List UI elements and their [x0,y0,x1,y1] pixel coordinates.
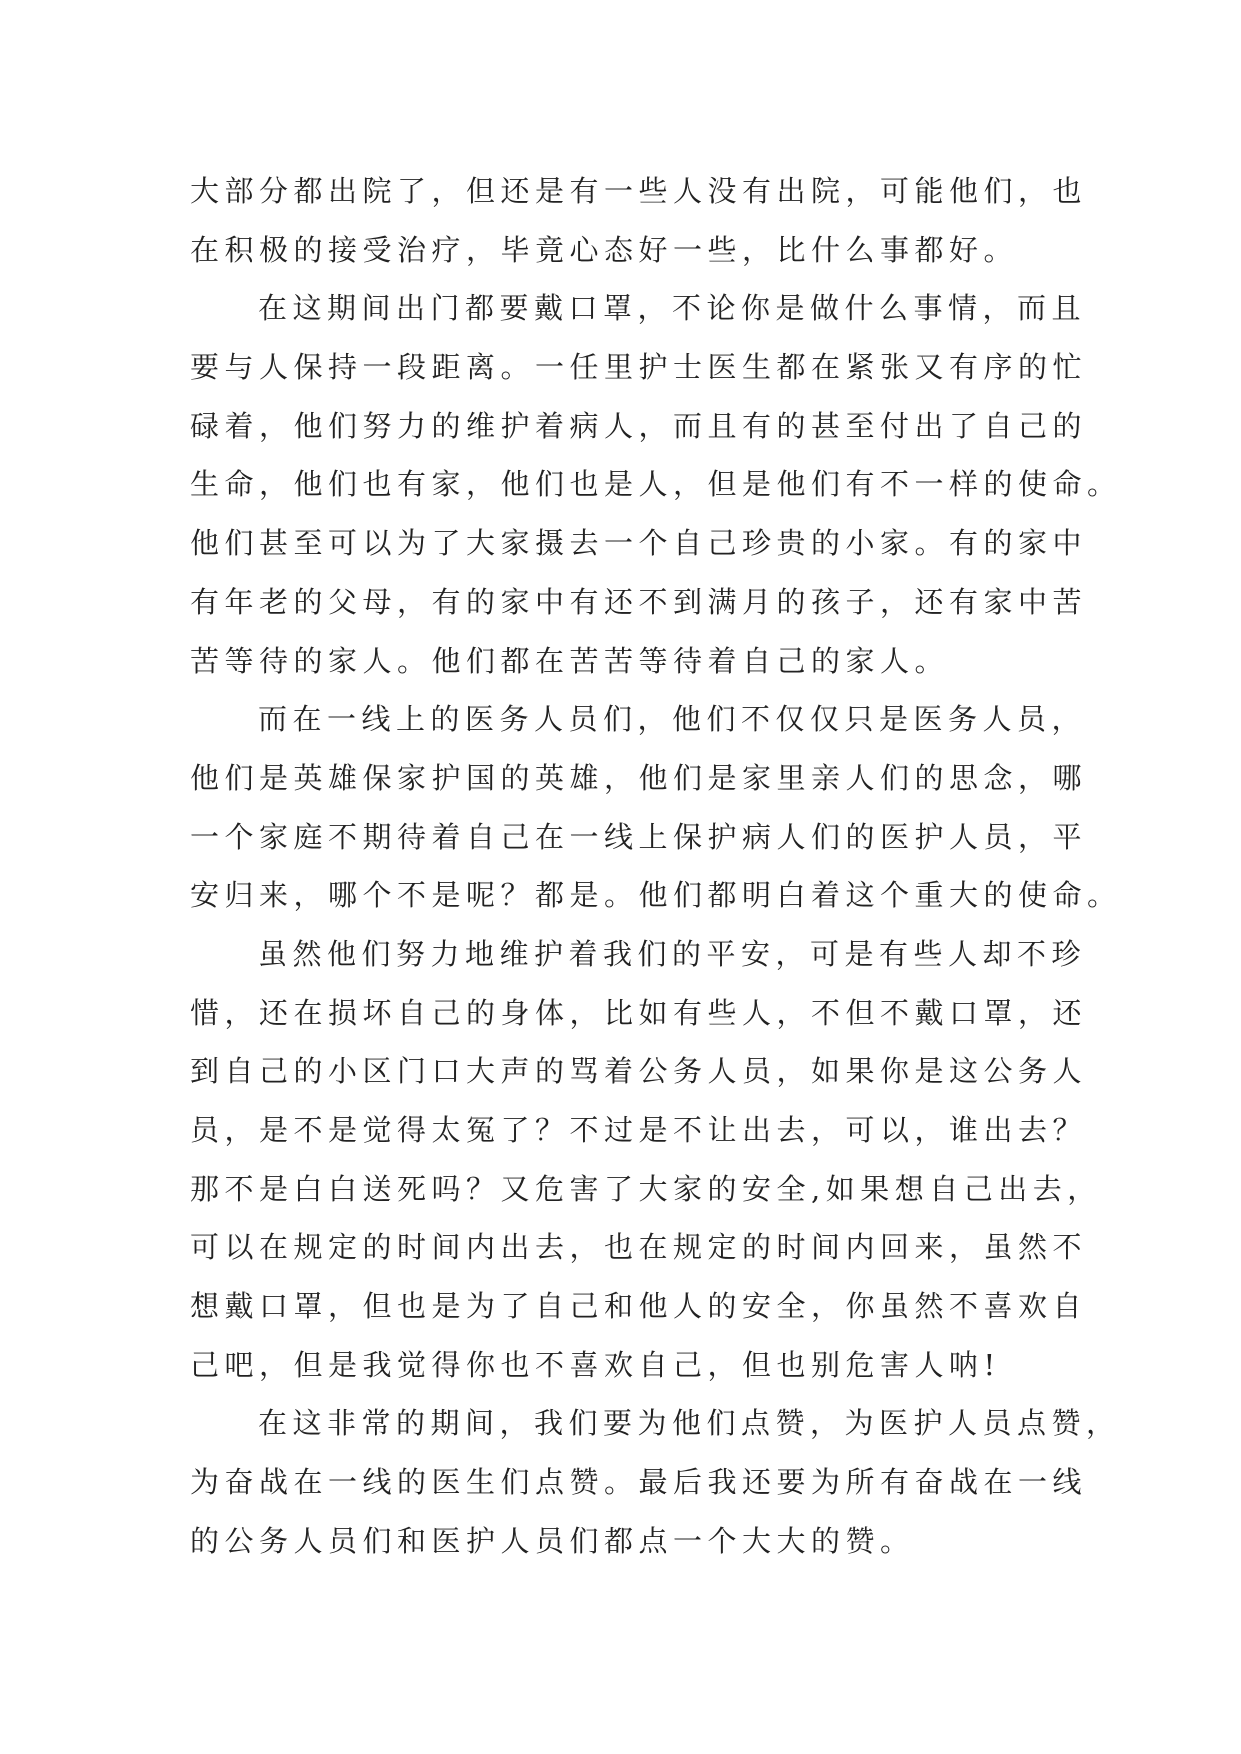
text-line: 想戴口罩，但也是为了自己和他人的安全，你虽然不喜欢自 [190,1289,1088,1324]
paragraph-start-line: 而在一线上的医务人员们，他们不仅仅只是医务人员， [258,702,1087,737]
text-line: 一个家庭不期待着自己在一线上保护病人们的医护人员，平 [190,819,1088,854]
text-line: 他们甚至可以为了大家摄去一个自己珍贵的小家。有的家中 [190,526,1088,561]
text-line: 的公务人员们和医护人员们都点一个大大的赞。 [190,1523,915,1558]
text-line: 为奋战在一线的医生们点赞。最后我还要为所有奋战在一线 [190,1465,1088,1500]
paragraph-start-line: 虽然他们努力地维护着我们的平安，可是有些人却不珍 [258,936,1087,971]
text-line: 安归来，哪个不是呢？都是。他们都明白着这个重大的使命。 [190,878,1122,913]
text-line: 要与人保持一段距离。一任里护士医生都在紧张又有序的忙 [190,350,1088,385]
text-line: 员，是不是觉得太冤了？不过是不让出去，可以，谁出去？ [190,1113,1088,1147]
paragraph-start-line: 在这非常的期间，我们要为他们点赞，为医护人员点赞， [258,1406,1121,1441]
text-line: 大部分都出院了，但还是有一些人没有出院，可能他们，也 [190,174,1088,208]
text-line: 到自己的小区门口大声的骂着公务人员，如果你是这公务人 [190,1054,1088,1089]
text-line: 苦等待的家人。他们都在苦苦等待着自己的家人。 [190,643,950,678]
text-line: 生命，他们也有家，他们也是人，但是他们有不一样的使命。 [190,467,1122,502]
document-body [190,162,1122,1571]
text-line: 有年老的父母，有的家中有还不到满月的孩子，还有家中苦 [190,584,1088,619]
text-line: 碌着，他们努力的维护着病人，而且有的甚至付出了自己的 [190,408,1088,443]
text-line: 他们是英雄保家护国的英雄，他们是家里亲人们的思念，哪 [190,760,1088,795]
paragraph-start-line: 在这期间出门都要戴口罩，不论你是做什么事情，而且 [258,291,1087,326]
text-line: 惜，还在损坏自己的身体，比如有些人，不但不戴口罩，还 [190,995,1088,1030]
text-line: 己吧，但是我觉得你也不喜欢自己，但也别危害人呐! [190,1347,1001,1382]
text-line: 那不是白白送死吗？又危害了大家的安全,如果想自己出去， [190,1171,1102,1206]
text-line: 可以在规定的时间内出去，也在规定的时间内回来，虽然不 [190,1230,1088,1265]
text-line: 在积极的接受治疗，毕竟心态好一些，比什么事都好。 [190,232,1019,267]
